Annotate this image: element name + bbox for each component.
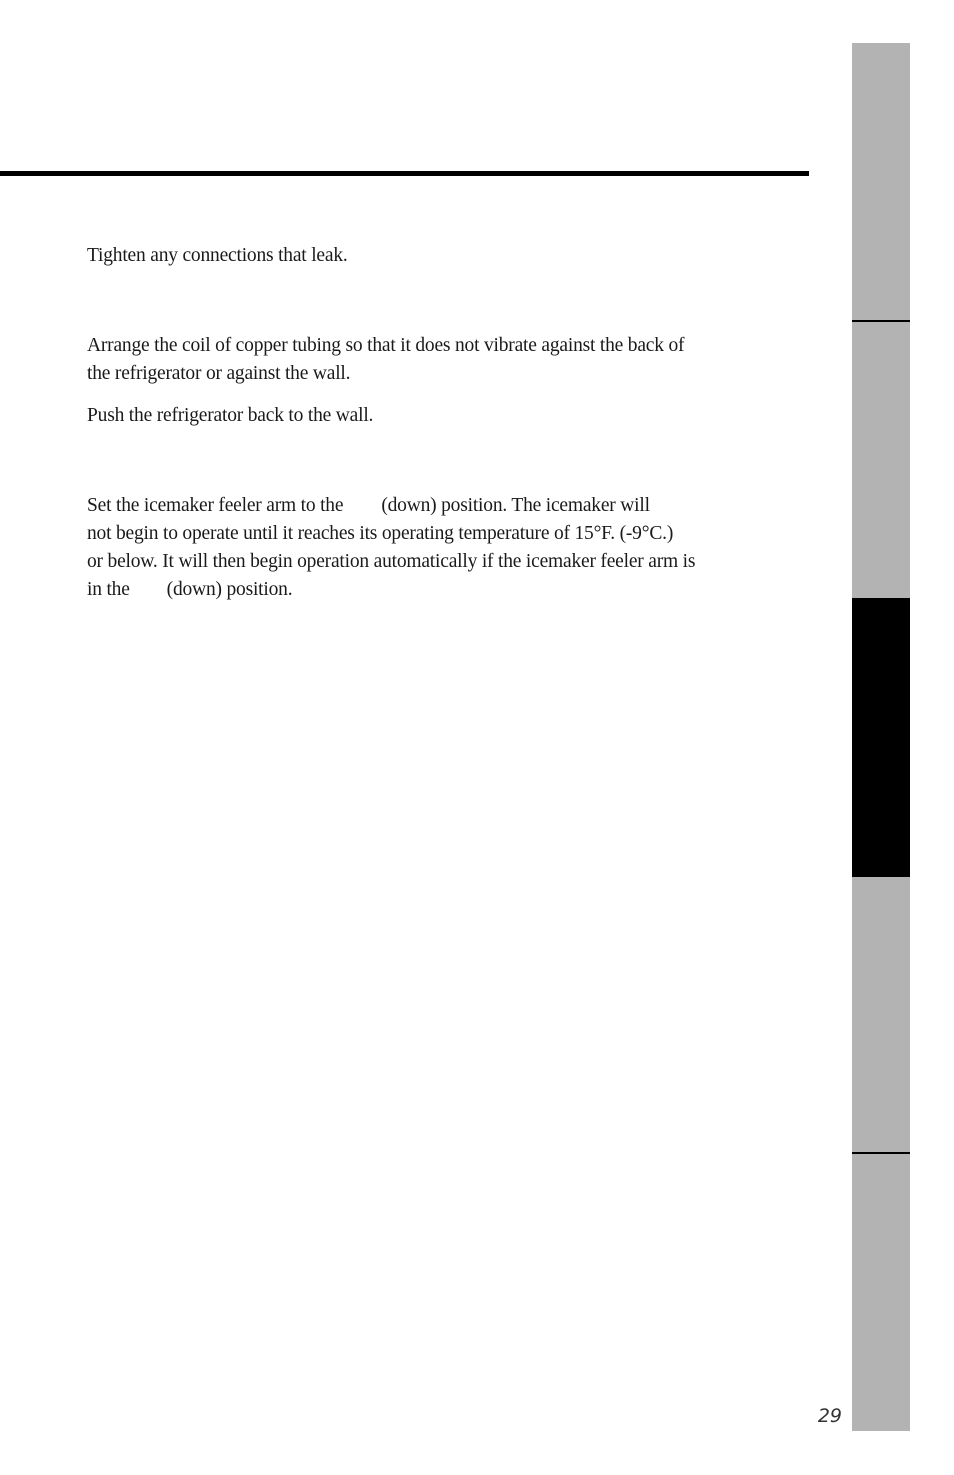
step-set-line-2: not begin to operate until it reaches its operating temperature of 15°F. (-9°C.) — [87, 523, 674, 544]
section-tab-1 — [852, 43, 910, 320]
section-tab-4 — [852, 877, 910, 1152]
step-set-line-4b: (down) position. — [166, 579, 293, 600]
step-arrange-tubing — [87, 332, 807, 388]
step-set-line-1a: Set the icemaker feeler arm to the — [87, 495, 344, 516]
section-tabs — [852, 43, 910, 1431]
step-push-refrigerator — [87, 402, 807, 430]
step-set-line-4a: in the — [87, 579, 130, 600]
section-tab-active — [852, 598, 910, 877]
step-arrange-line-1: Arrange the coil of copper tubing so that it does not vibrate against the back of — [87, 335, 685, 356]
step-push-text: Push the refrigerator back to the wall. — [87, 405, 374, 426]
step-tighten-connections — [87, 242, 807, 270]
step-set-feeler-arm — [87, 492, 807, 604]
section-tab-5 — [852, 1154, 910, 1431]
page-number: 29 — [817, 1405, 842, 1427]
step-arrange-line-2: the refrigerator or against the wall. — [87, 363, 351, 384]
header-rule — [0, 171, 809, 176]
step-set-line-3: or below. It will then begin operation automatically if the icemaker feeler arm is — [87, 551, 696, 572]
step-set-line-1b: (down) position. The icemaker will — [381, 495, 650, 516]
step-tighten-text: Tighten any connections that leak. — [87, 245, 348, 266]
section-tab-2 — [852, 322, 910, 598]
